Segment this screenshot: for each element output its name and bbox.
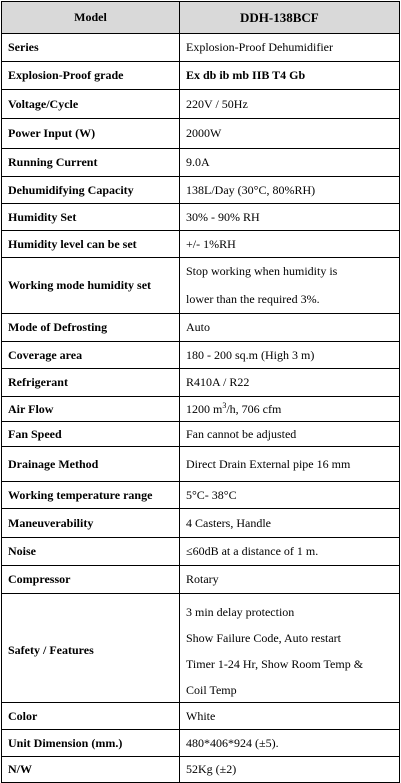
model-number: DDH-138BCF: [180, 2, 400, 34]
row-label: Coverage area: [2, 342, 180, 369]
row-value: Fan cannot be adjusted: [180, 422, 400, 447]
table-row: [2, 757, 400, 783]
row-value: Ex db ib mb IIB T4 Gb: [180, 62, 400, 90]
value-line: Stop working when humidity is: [186, 263, 338, 278]
air-flow-superscript: 3: [222, 400, 227, 410]
row-value: 220V / 50Hz: [180, 90, 400, 119]
value-line: Timer 1-24 Hr, Show Room Temp &: [186, 656, 364, 671]
row-value: 4 Casters, Handle: [180, 509, 400, 538]
table-row: [2, 177, 400, 204]
table-row: [2, 204, 400, 231]
row-value: Rotary: [180, 566, 400, 594]
table-row: [2, 703, 400, 730]
row-label: Series: [2, 34, 180, 62]
row-label: Fan Speed: [2, 422, 180, 447]
table-row: [2, 34, 400, 62]
row-label: Refrigerant: [2, 369, 180, 397]
table-row: [2, 509, 400, 538]
table-row: [2, 314, 400, 342]
table-row: [2, 342, 400, 369]
row-value: Auto: [180, 314, 400, 342]
table-header-row: [2, 2, 400, 34]
air-flow-unit: /h, 706 cfm: [226, 401, 282, 416]
table-row: [2, 482, 400, 509]
table-row: [2, 369, 400, 397]
row-value: 480*406*924 (±5).: [180, 730, 400, 757]
value-line: 3 min delay protection: [186, 604, 295, 619]
row-value: Direct Drain External pipe 16 mm: [180, 447, 400, 482]
table-row: [2, 538, 400, 566]
table-row: [2, 730, 400, 757]
table-row: [2, 258, 400, 314]
table-row: [2, 231, 400, 258]
table-row: [2, 90, 400, 119]
row-label: Drainage Method: [2, 447, 180, 482]
row-value: R410A / R22: [180, 369, 400, 397]
table-row: [2, 149, 400, 177]
row-label: Color: [2, 703, 180, 730]
value-line: Show Failure Code, Auto restart: [186, 630, 341, 645]
table-row: [2, 566, 400, 594]
row-label: N/W: [2, 757, 180, 783]
table-row: [2, 447, 400, 482]
row-label: Compressor: [2, 566, 180, 594]
table-row: [2, 397, 400, 422]
row-value: 2000W: [180, 119, 400, 149]
row-value: White: [180, 703, 400, 730]
value-line: lower than the required 3%.: [186, 291, 320, 306]
row-label: Running Current: [2, 149, 180, 177]
row-label: Mode of Defrosting: [2, 314, 180, 342]
row-label: Humidity Set: [2, 204, 180, 231]
row-label: Working temperature range: [2, 482, 180, 509]
row-value: 138L/Day (30°C, 80%RH): [180, 177, 400, 204]
row-label: Voltage/Cycle: [2, 90, 180, 119]
row-label: Power Input (W): [2, 119, 180, 149]
spec-table: [1, 1, 400, 783]
row-value: 9.0A: [180, 149, 400, 177]
table-row: [2, 119, 400, 149]
header-label: Model: [2, 2, 180, 34]
row-value: 52Kg (±2): [180, 757, 400, 783]
row-label: Safety / Features: [2, 594, 180, 703]
row-value: [180, 397, 400, 422]
row-value: Explosion-Proof Dehumidifier: [180, 34, 400, 62]
row-value: 5°C- 38°C: [180, 482, 400, 509]
value-line: Coil Temp: [186, 682, 237, 697]
row-label: Noise: [2, 538, 180, 566]
row-label: Maneuverability: [2, 509, 180, 538]
row-value: +/- 1%RH: [180, 231, 400, 258]
row-value: 30% - 90% RH: [180, 204, 400, 231]
table-row: [2, 422, 400, 447]
row-value: [180, 258, 400, 314]
row-value: ≤60dB at a distance of 1 m.: [180, 538, 400, 566]
row-label: Air Flow: [2, 397, 180, 422]
table-row: [2, 62, 400, 90]
row-label: Working mode humidity set: [2, 258, 180, 314]
row-value: 180 - 200 sq.m (High 3 m): [180, 342, 400, 369]
row-label: Explosion-Proof grade: [2, 62, 180, 90]
row-label: Humidity level can be set: [2, 231, 180, 258]
row-label: Unit Dimension (mm.): [2, 730, 180, 757]
row-value: [180, 594, 400, 703]
air-flow-value: 1200 m: [186, 401, 223, 416]
table-row: [2, 594, 400, 703]
row-label: Dehumidifying Capacity: [2, 177, 180, 204]
